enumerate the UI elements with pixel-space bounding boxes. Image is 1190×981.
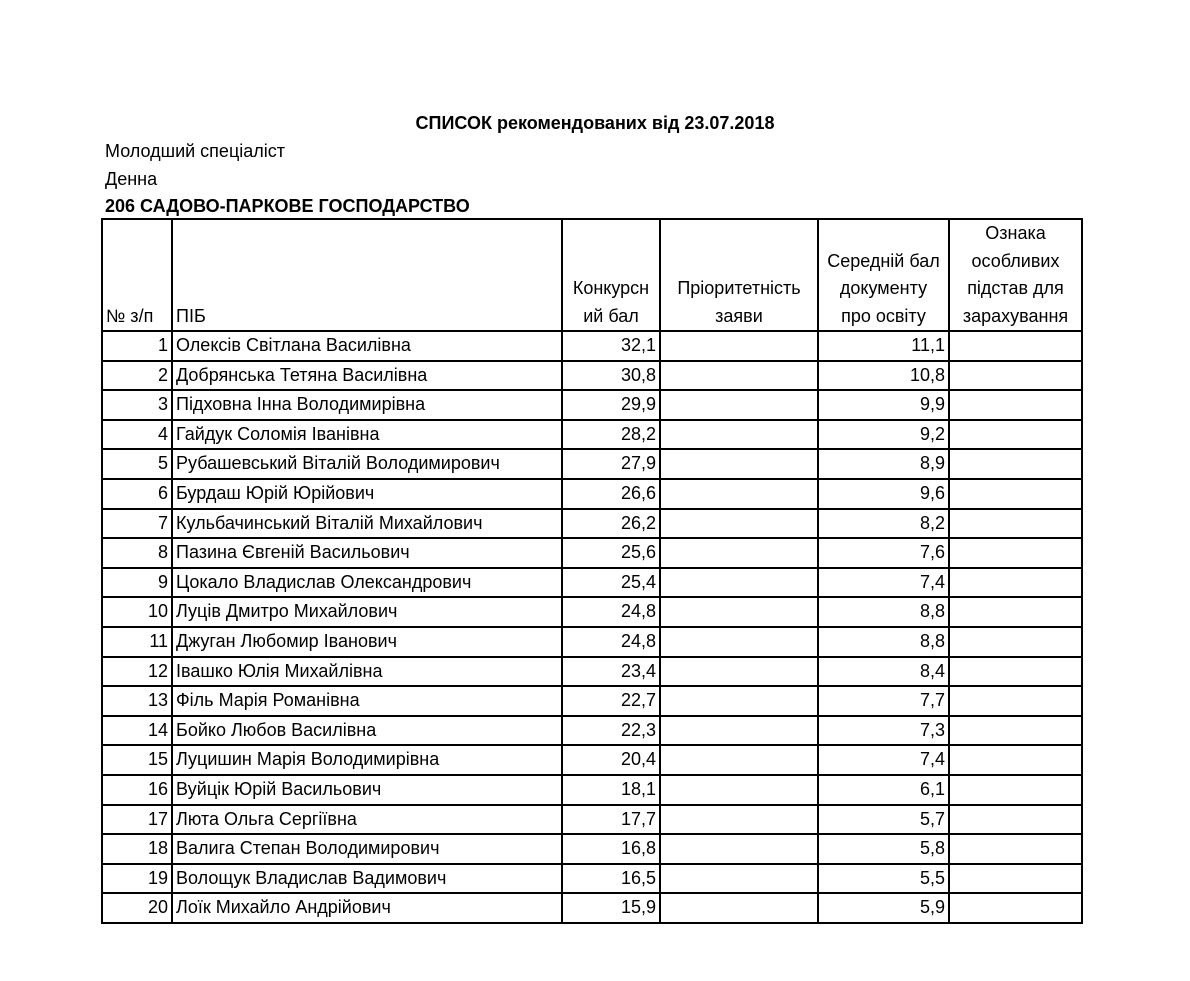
row-number-cell: 17	[102, 805, 172, 835]
competitive-score-cell: 16,5	[562, 864, 660, 894]
competitive-score-cell: 30,8	[562, 361, 660, 391]
row-number-cell: 13	[102, 686, 172, 716]
student-name-cell: Івашко Юлія Михайлівна	[172, 657, 562, 687]
competitive-score-cell: 23,4	[562, 657, 660, 687]
row-number-cell: 14	[102, 716, 172, 746]
recommended-list-table	[101, 218, 1083, 924]
table-row	[102, 834, 1082, 864]
average-score-cell: 7,3	[818, 716, 949, 746]
competitive-score-cell: 15,9	[562, 893, 660, 923]
special-grounds-cell	[949, 686, 1082, 716]
special-grounds-cell	[949, 805, 1082, 835]
student-name-cell: Гайдук Соломія Іванівна	[172, 420, 562, 450]
average-score-cell: 8,8	[818, 627, 949, 657]
table-row	[102, 597, 1082, 627]
table-row	[102, 805, 1082, 835]
average-score-cell: 5,7	[818, 805, 949, 835]
average-score-cell: 9,2	[818, 420, 949, 450]
table-header-row	[102, 219, 1082, 331]
row-number-cell: 6	[102, 479, 172, 509]
student-name-cell: Валига Степан Володимирович	[172, 834, 562, 864]
row-number-cell: 2	[102, 361, 172, 391]
competitive-score-cell: 22,3	[562, 716, 660, 746]
special-grounds-cell	[949, 716, 1082, 746]
priority-cell	[660, 390, 818, 420]
competitive-score-cell: 25,4	[562, 568, 660, 598]
priority-cell	[660, 331, 818, 361]
average-score-cell: 8,8	[818, 597, 949, 627]
average-score-cell: 7,7	[818, 686, 949, 716]
average-score-cell: 9,9	[818, 390, 949, 420]
row-number-cell: 19	[102, 864, 172, 894]
priority-cell	[660, 420, 818, 450]
average-score-cell: 7,4	[818, 568, 949, 598]
competitive-score-cell: 17,7	[562, 805, 660, 835]
average-score-cell: 10,8	[818, 361, 949, 391]
special-grounds-cell	[949, 775, 1082, 805]
priority-cell	[660, 775, 818, 805]
study-form: Денна	[105, 169, 158, 189]
priority-cell	[660, 627, 818, 657]
average-score-cell: 7,4	[818, 745, 949, 775]
table-row	[102, 893, 1082, 923]
competitive-score-cell: 26,2	[562, 509, 660, 539]
student-name-cell: Олексів Світлана Василівна	[172, 331, 562, 361]
column-header-avg: Середній бал документу про освіту	[818, 219, 949, 331]
row-number-cell: 8	[102, 538, 172, 568]
special-grounds-cell	[949, 657, 1082, 687]
student-name-cell: Люта Ольга Сергіївна	[172, 805, 562, 835]
special-grounds-cell	[949, 420, 1082, 450]
average-score-cell: 5,9	[818, 893, 949, 923]
average-score-cell: 8,2	[818, 509, 949, 539]
student-name-cell: Рубашевський Віталій Володимирович	[172, 449, 562, 479]
table-row	[102, 864, 1082, 894]
student-name-cell: Філь Марія Романівна	[172, 686, 562, 716]
priority-cell	[660, 864, 818, 894]
priority-cell	[660, 538, 818, 568]
table-row	[102, 657, 1082, 687]
student-name-cell: Вуйцік Юрій Васильович	[172, 775, 562, 805]
table-row	[102, 745, 1082, 775]
priority-cell	[660, 657, 818, 687]
priority-cell	[660, 805, 818, 835]
priority-cell	[660, 893, 818, 923]
special-grounds-cell	[949, 745, 1082, 775]
special-grounds-cell	[949, 597, 1082, 627]
special-grounds-cell	[949, 864, 1082, 894]
special-grounds-cell	[949, 627, 1082, 657]
special-grounds-cell	[949, 538, 1082, 568]
student-name-cell: Підховна Інна Володимирівна	[172, 390, 562, 420]
table-row	[102, 361, 1082, 391]
competitive-score-cell: 16,8	[562, 834, 660, 864]
table-row	[102, 627, 1082, 657]
student-name-cell: Добрянська Тетяна Василівна	[172, 361, 562, 391]
specialty-title: 206 САДОВО-ПАРКОВЕ ГОСПОДАРСТВО	[105, 196, 470, 216]
column-header-priority: Пріоритетність заяви	[660, 219, 818, 331]
student-name-cell: Луцишин Марія Володимирівна	[172, 745, 562, 775]
special-grounds-cell	[949, 361, 1082, 391]
row-number-cell: 12	[102, 657, 172, 687]
table-row	[102, 686, 1082, 716]
average-score-cell: 7,6	[818, 538, 949, 568]
priority-cell	[660, 597, 818, 627]
table-row	[102, 449, 1082, 479]
row-number-cell: 7	[102, 509, 172, 539]
average-score-cell: 5,8	[818, 834, 949, 864]
priority-cell	[660, 509, 818, 539]
student-name-cell: Цокало Владислав Олександрович	[172, 568, 562, 598]
student-name-cell: Луців Дмитро Михайлович	[172, 597, 562, 627]
row-number-cell: 3	[102, 390, 172, 420]
table-row	[102, 538, 1082, 568]
student-name-cell: Кульбачинський Віталій Михайлович	[172, 509, 562, 539]
table-row	[102, 479, 1082, 509]
student-name-cell: Бойко Любов Василівна	[172, 716, 562, 746]
student-name-cell: Лоїк Михайло Андрійович	[172, 893, 562, 923]
competitive-score-cell: 24,8	[562, 627, 660, 657]
competitive-score-cell: 24,8	[562, 597, 660, 627]
competitive-score-cell: 29,9	[562, 390, 660, 420]
priority-cell	[660, 449, 818, 479]
competitive-score-cell: 27,9	[562, 449, 660, 479]
priority-cell	[660, 716, 818, 746]
special-grounds-cell	[949, 568, 1082, 598]
priority-cell	[660, 568, 818, 598]
average-score-cell: 8,9	[818, 449, 949, 479]
average-score-cell: 11,1	[818, 331, 949, 361]
average-score-cell: 9,6	[818, 479, 949, 509]
student-name-cell: Пазина Євгеній Васильович	[172, 538, 562, 568]
row-number-cell: 1	[102, 331, 172, 361]
table-row	[102, 775, 1082, 805]
student-name-cell: Джуган Любомир Іванович	[172, 627, 562, 657]
row-number-cell: 11	[102, 627, 172, 657]
special-grounds-cell	[949, 509, 1082, 539]
priority-cell	[660, 834, 818, 864]
education-level: Молодший спеціаліст	[105, 141, 286, 161]
table-row	[102, 390, 1082, 420]
competitive-score-cell: 26,6	[562, 479, 660, 509]
column-header-special: Ознака особливих підстав для зарахування	[949, 219, 1082, 331]
row-number-cell: 5	[102, 449, 172, 479]
competitive-score-cell: 20,4	[562, 745, 660, 775]
table-row	[102, 716, 1082, 746]
special-grounds-cell	[949, 449, 1082, 479]
row-number-cell: 15	[102, 745, 172, 775]
priority-cell	[660, 479, 818, 509]
table-row	[102, 509, 1082, 539]
average-score-cell: 5,5	[818, 864, 949, 894]
row-number-cell: 18	[102, 834, 172, 864]
table-row	[102, 420, 1082, 450]
student-name-cell: Волощук Владислав Вадимович	[172, 864, 562, 894]
row-number-cell: 20	[102, 893, 172, 923]
document-title: СПИСОК рекомендованих від 23.07.2018	[415, 113, 775, 133]
priority-cell	[660, 361, 818, 391]
column-header-score: Конкурсн ий бал	[562, 219, 660, 331]
special-grounds-cell	[949, 834, 1082, 864]
row-number-cell: 4	[102, 420, 172, 450]
row-number-cell: 16	[102, 775, 172, 805]
special-grounds-cell	[949, 479, 1082, 509]
special-grounds-cell	[949, 390, 1082, 420]
row-number-cell: 10	[102, 597, 172, 627]
competitive-score-cell: 32,1	[562, 331, 660, 361]
row-number-cell: 9	[102, 568, 172, 598]
competitive-score-cell: 18,1	[562, 775, 660, 805]
average-score-cell: 8,4	[818, 657, 949, 687]
column-header-num: № з/п	[102, 219, 172, 331]
special-grounds-cell	[949, 331, 1082, 361]
table-row	[102, 568, 1082, 598]
column-header-name: ПІБ	[172, 219, 562, 331]
competitive-score-cell: 22,7	[562, 686, 660, 716]
average-score-cell: 6,1	[818, 775, 949, 805]
student-name-cell: Бурдаш Юрій Юрійович	[172, 479, 562, 509]
competitive-score-cell: 28,2	[562, 420, 660, 450]
special-grounds-cell	[949, 893, 1082, 923]
competitive-score-cell: 25,6	[562, 538, 660, 568]
priority-cell	[660, 686, 818, 716]
table-row	[102, 331, 1082, 361]
priority-cell	[660, 745, 818, 775]
